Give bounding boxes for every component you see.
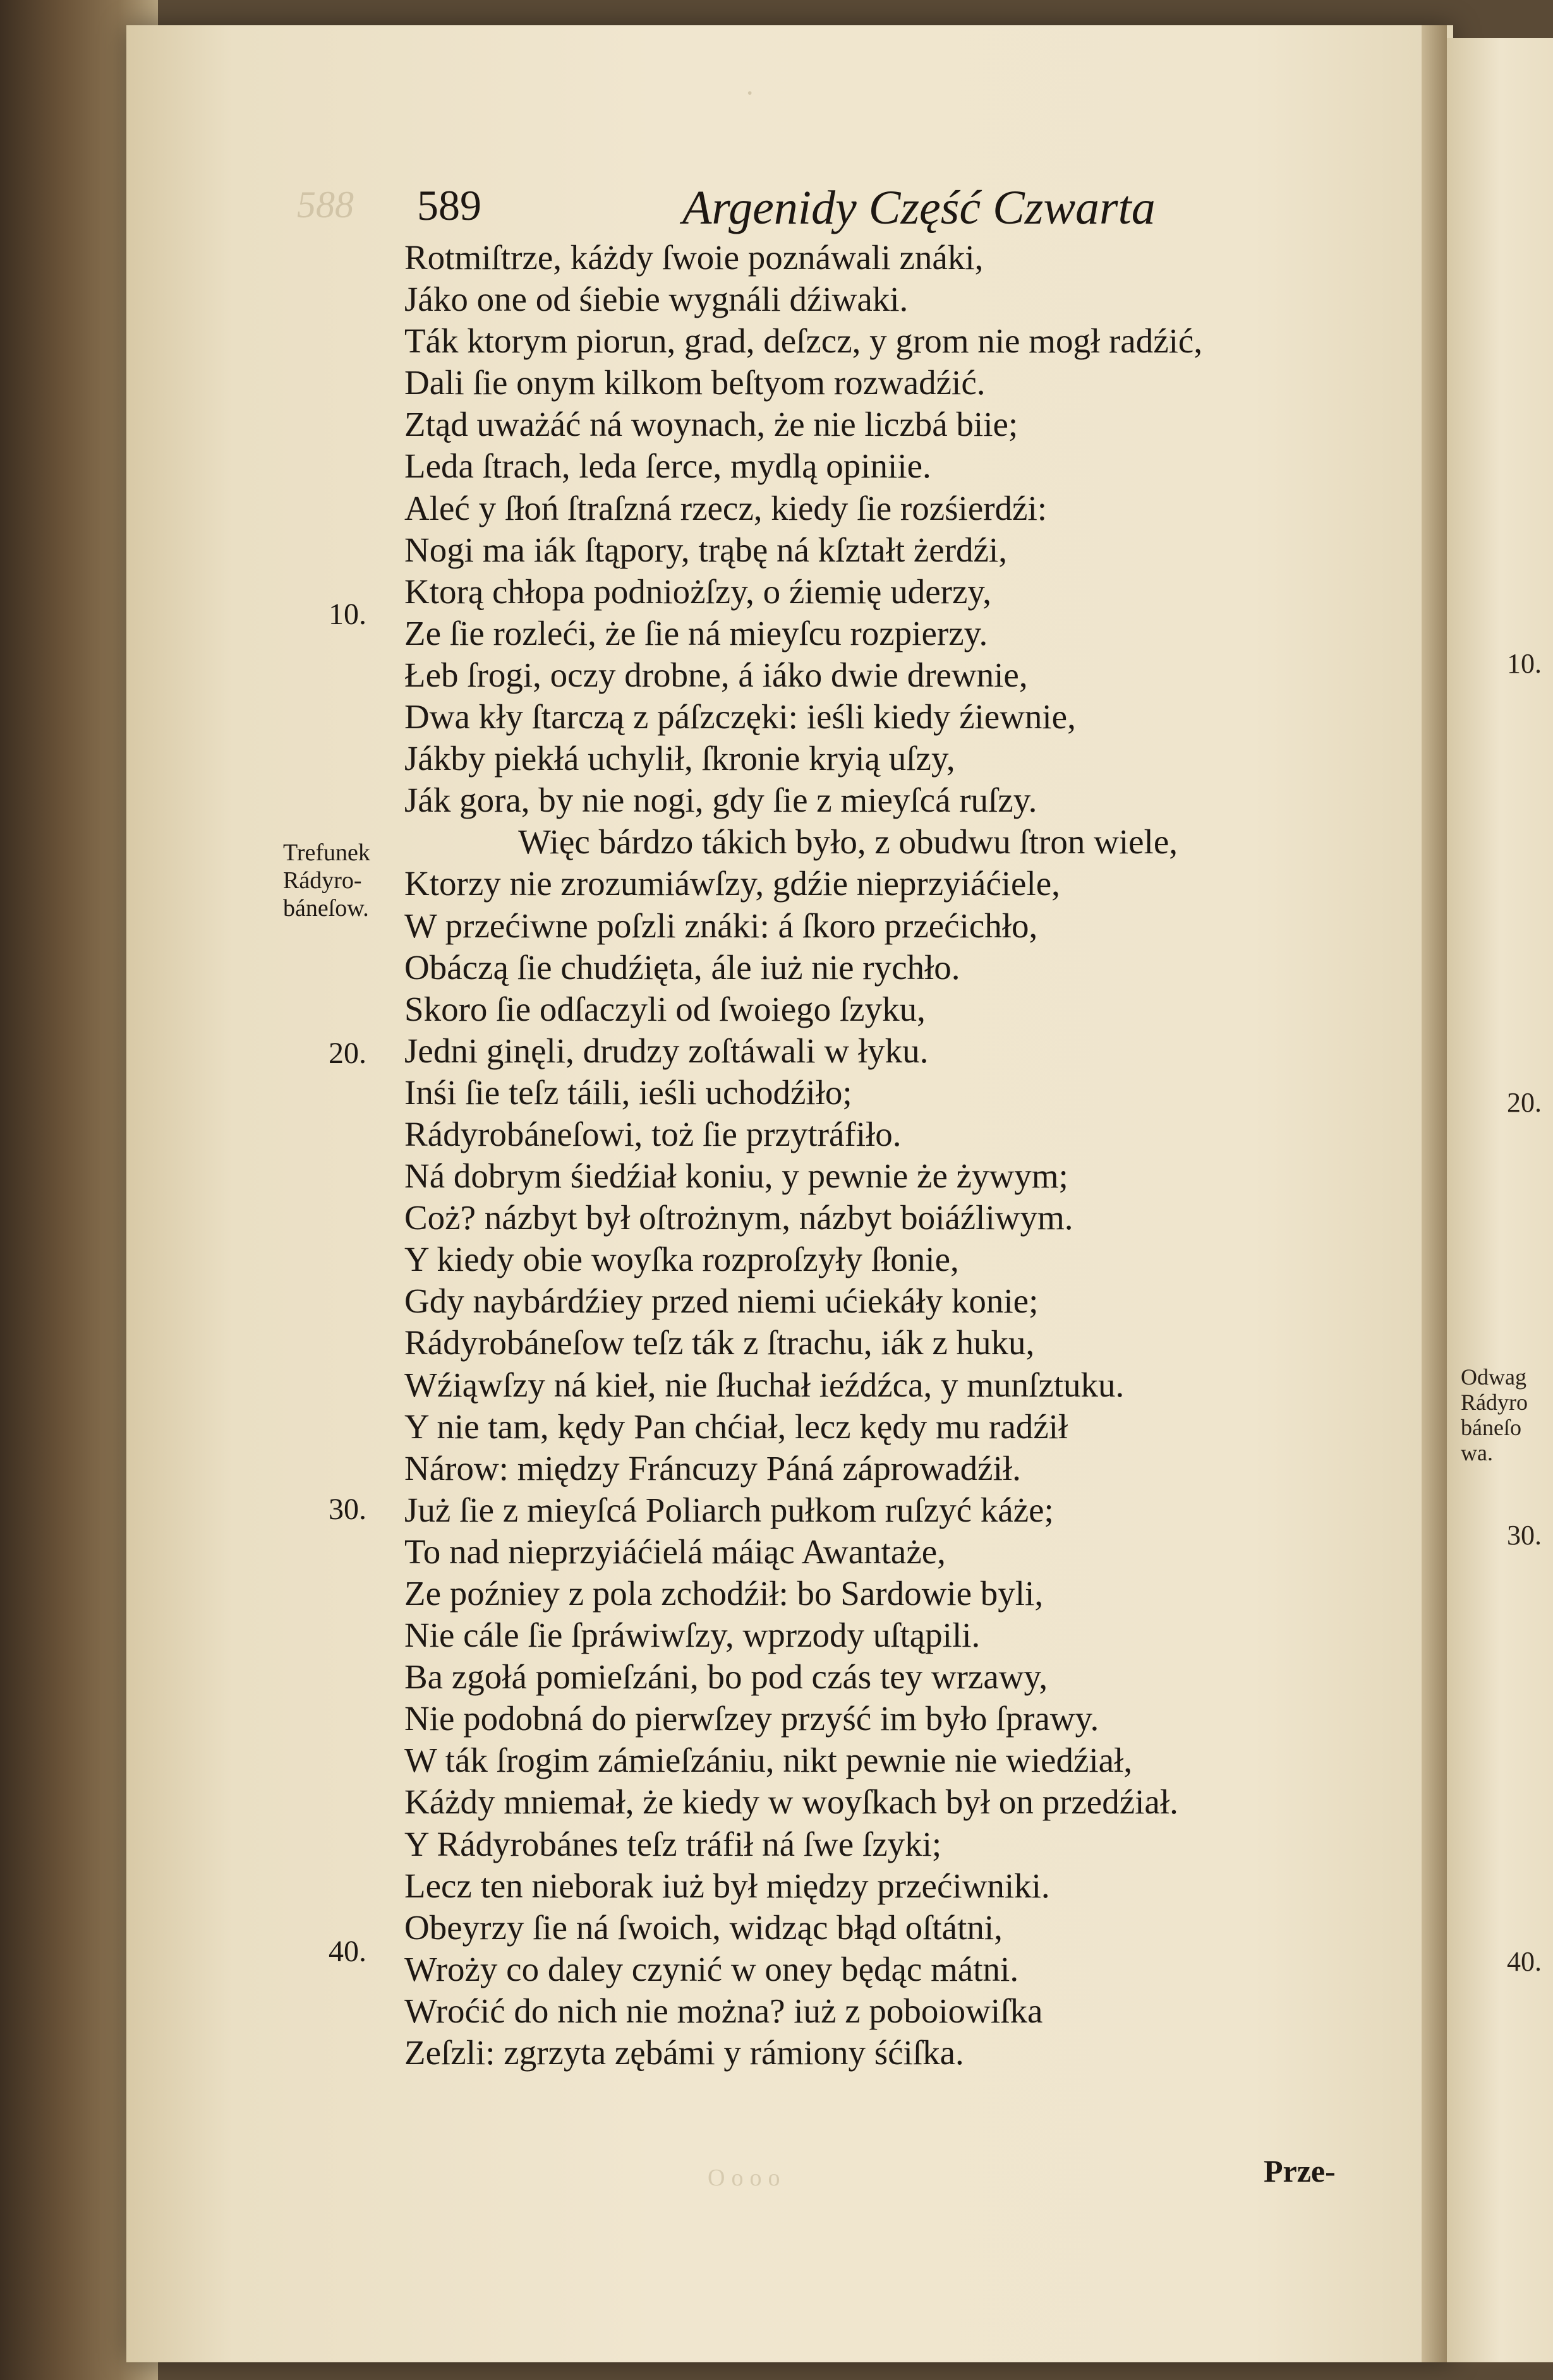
line-number: 40. xyxy=(329,1935,366,1968)
line-number: 10. xyxy=(329,598,366,631)
facing-line-number: 10. xyxy=(1507,648,1542,679)
verse-line: Obáczą ſie chudźięta, ále iuż nie rychło. xyxy=(404,947,960,987)
facing-margin-note-line: báneſo xyxy=(1461,1415,1521,1440)
line-number: 20. xyxy=(329,1037,366,1070)
running-title: Argenidy Część Czwarta xyxy=(682,181,1156,234)
page-number: 589 xyxy=(417,181,481,229)
verse-line: Łeb ſrogi, oczy drobne, á iáko dwie drewnie, xyxy=(404,655,1028,694)
verse-block xyxy=(404,237,1377,2074)
facing-margin-note-line: wa. xyxy=(1461,1440,1493,1465)
verse-line: Wźiąwſzy ná kieł, nie ſłuchał ieźdźca, y munſztuku. xyxy=(404,1365,1125,1404)
verse-line: Y nie tam, kędy Pan chćiał, lecz kędy mu radźił xyxy=(404,1407,1068,1446)
verse-line: Nogi ma iák ſtąpory, trąbę ná kſztałt żerdźi, xyxy=(404,530,1007,569)
line-number: 30. xyxy=(329,1493,366,1526)
margin-note xyxy=(283,839,422,922)
verse-line: Rádyrobáneſow teſz ták z ſtrachu, iák z huku, xyxy=(404,1323,1035,1362)
verse-line: Leda ſtrach, leda ſerce, mydlą opiniie. xyxy=(404,447,931,486)
verse-line: Nie podobná do pierwſzey przyść im było ſprawy. xyxy=(404,1699,1099,1738)
bleed-through-text: 588 xyxy=(297,184,354,225)
verse-line: To nad nieprzyiáćielá máiąc Awantaże, xyxy=(404,1532,946,1571)
verse-line: W ták ſrogim zámieſzániu, nikt pewnie nie wiedźiał, xyxy=(404,1741,1133,1780)
verse-line: Obeyrzy ſie ná ſwoich, widząc błąd oſtátni, xyxy=(404,1908,1003,1947)
verse-line: Więc bárdzo tákich było, z obudwu ſtron wiele, xyxy=(518,822,1178,862)
verse-line: Y Rádyrobánes teſz tráfił ná ſwe ſzyki; xyxy=(404,1824,942,1863)
margin-note-line: Trefunek xyxy=(283,839,370,866)
verse-line: Ba zgołá pomieſzáni, bo pod czás tey wrzawy, xyxy=(404,1657,1048,1697)
verse-line: Jákby piekłá uchylił, ſkronie kryią uſzy, xyxy=(404,739,955,778)
facing-line-number: 30. xyxy=(1507,1520,1542,1551)
verse-line: Ztąd uważáć ná woynach, że nie liczbá biie; xyxy=(404,405,1018,444)
verse-line: Ná dobrym śiedźiał koniu, y pewnie że żywym; xyxy=(404,1157,1068,1196)
verse-line: Aleć y ſłoń ſtraſzná rzecz, kiedy ſie rozśierdźi: xyxy=(404,488,1048,527)
verse-line: Ják gora, by nie nogi, gdy ſie z mieyſcá ruſzy. xyxy=(404,781,1037,820)
verse-line: Nárow: między Fráncuzy Páná záprowadźił. xyxy=(404,1448,1021,1488)
verse-line: Y kiedy obie woyſka rozproſzyły ſłonie, xyxy=(404,1240,959,1279)
facing-margin-note xyxy=(1461,1364,1553,1465)
verse-line: Coż? názbyt był oſtrożnym, názbyt boiáźliwym. xyxy=(404,1198,1073,1237)
verse-line: Rotmiſtrze, káżdy ſwoie poznáwali znáki, xyxy=(404,238,984,277)
verse-line: Lecz ten nieborak iuż był między przećiwniki. xyxy=(404,1866,1050,1905)
verse-line: Káżdy mniemał, że kiedy w woyſkach był on przedźiał. xyxy=(404,1782,1178,1822)
verse-line: Zeſzli: zgrzyta zębámi y rámiony śćiſka. xyxy=(404,2033,964,2072)
verse-line: Jedni ginęli, drudzy zoſtáwali w łyku. xyxy=(404,1031,929,1070)
verse-line: Ktorą chłopa podniożſzy, o źiemię uderzy, xyxy=(404,572,992,611)
verse-line: Inśi ſie teſz táili, ieśli uchodźiło; xyxy=(404,1073,852,1112)
verse-line: Dwa kły ſtarczą z páſzczęki: ieśli kiedy źiewnie, xyxy=(404,697,1076,736)
verse-line: Gdy naybárdźiey przed niemi ućiekáły konie; xyxy=(404,1282,1039,1321)
verse-line: Wroćić do nich nie można? iuż z poboiowiſka xyxy=(404,1991,1043,2030)
verse-line: Dali ſie onym kilkom beſtyom rozwadźić. xyxy=(404,363,986,402)
page-header xyxy=(417,181,1264,237)
margin-note-line: Rádyro- xyxy=(283,867,362,894)
verse-line: Jáko one od śiebie wygnáli dźiwaki. xyxy=(404,280,909,319)
verse-line: Ktorzy nie zrozumiáwſzy, gdźie nieprzyiáćiele, xyxy=(404,864,1060,903)
verse-line: Ze poźniey z pola zchodźił: bo Sardowie byli, xyxy=(404,1574,1044,1613)
facing-margin-note-line: Odwag xyxy=(1461,1364,1526,1390)
signature-mark-bleed: Oooo xyxy=(708,2165,787,2191)
verse-line: Nie cále ſie ſpráwiwſzy, wprzody uſtąpili. xyxy=(404,1616,981,1655)
facing-line-number: 20. xyxy=(1507,1087,1542,1118)
margin-note-line: báneſow. xyxy=(283,895,369,922)
verse-line: Wroży co daley czynić w oney będąc mátni. xyxy=(404,1949,1019,1988)
facing-margin-note-line: Rádyro xyxy=(1461,1390,1528,1415)
verse-line: W przećiwne poſzli znáki: á ſkoro przećichło, xyxy=(404,906,1038,945)
bleed-through-text: · xyxy=(746,76,753,110)
facing-line-number: 40. xyxy=(1507,1946,1542,1977)
verse-line: Ze ſie rozleći, że ſie ná mieyſcu rozpierzy. xyxy=(404,613,988,652)
verse-line: Już ſie z mieyſcá Poliarch pułkom ruſzyć káże; xyxy=(404,1490,1054,1529)
facing-page-edge xyxy=(1447,38,1553,2362)
verse-line: Ták ktorym piorun, grad, deſzcz, y grom nie mogł radźić, xyxy=(404,322,1203,361)
catchword: Prze- xyxy=(1264,2153,1336,2189)
page-gutter xyxy=(1422,25,1447,2362)
verse-line: Skoro ſie odſaczyli od ſwoiego ſzyku, xyxy=(404,989,926,1028)
verse-line: Rádyrobáneſowi, toż ſie przytráfiło. xyxy=(404,1114,902,1153)
